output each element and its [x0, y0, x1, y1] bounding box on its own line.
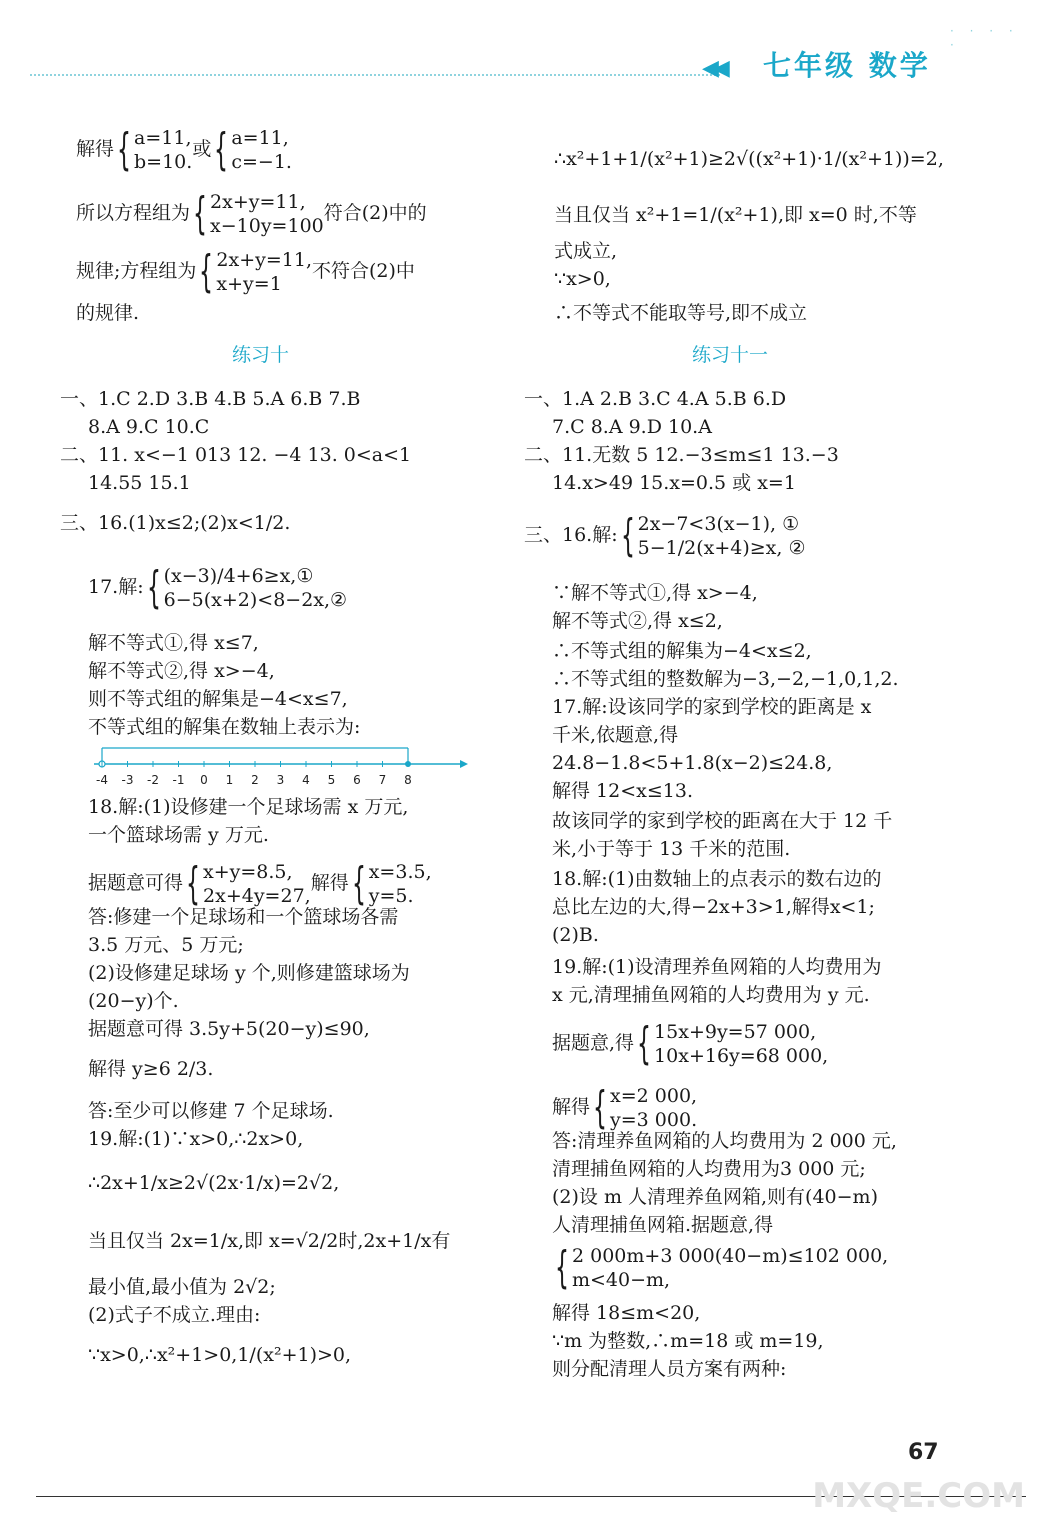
answer-line: 解得 12<x≤13.: [552, 780, 693, 802]
answer-line: 7.C 8.A 9.D 10.A: [552, 416, 712, 438]
answer-line: 8.A 9.C 10.C: [88, 416, 210, 438]
answer-line: 18.解:(1)设修建一个足球场需 x 万元,: [88, 796, 409, 818]
answer-line: 最小值,最小值为 2√2;: [88, 1276, 276, 1298]
answer-line: 解得 18≤m<20,: [552, 1302, 701, 1324]
answer-line: (20−y)个.: [88, 990, 179, 1012]
answer-line: 解不等式①,得 x≤7,: [88, 632, 259, 654]
answer-line: ∵x>0,∴x²+1>0,1/(x²+1)>0,: [88, 1344, 352, 1366]
answer-line: 二、11. x<−1 013 12. −4 13. 0<a<1: [60, 444, 412, 466]
answer-line: 人清理捕鱼网箱.据题意,得: [552, 1214, 774, 1236]
answer-line: 千米,依题意,得: [552, 724, 679, 746]
answer-line: 一、1.A 2.B 3.C 4.A 5.B 6.D: [524, 388, 787, 410]
answer-line: 一、1.C 2.D 3.B 4.B 5.A 6.B 7.B: [60, 388, 361, 410]
answer-line: 19.解:(1)设清理养鱼网箱的人均费用为: [552, 956, 882, 978]
answer-line: 据题意,得{ 15x+9y=57 000, 10x+16y=68 000,: [552, 1018, 829, 1069]
answer-line: 答:清理养鱼网箱的人均费用为 2 000 元,: [552, 1130, 897, 1152]
answer-line: 解得{ a=11, b=10.或{ a=11, c=−1.: [76, 124, 292, 175]
answer-line: ∴不等式组的解集为−4<x≤2,: [552, 640, 812, 662]
answer-line: 14.x>49 15.x=0.5 或 x=1: [552, 472, 796, 494]
answer-line: 清理捕鱼网箱的人均费用为3 000 元;: [552, 1158, 866, 1180]
tick-label: 6: [353, 773, 361, 787]
answer-line: 据题意可得{ x+y=8.5, 2x+4y=27,解得{ x=3.5, y=5.: [88, 858, 432, 909]
answer-line: 当且仅当 2x=1/x,即 x=√2/2时,2x+1/x有: [88, 1230, 451, 1252]
answer-line: ∵m 为整数,∴m=18 或 m=19,: [552, 1330, 824, 1352]
decorative-dots-icon: · · · · ·: [950, 24, 1019, 52]
tick-label: -2: [147, 773, 159, 787]
tick-label: 3: [276, 773, 285, 787]
answer-line: 14.55 15.1: [88, 472, 191, 494]
answer-line: 答:修建一个足球场和一个篮球场各需: [88, 906, 399, 928]
watermark-logo: MXQE.COM: [812, 1476, 1025, 1516]
answer-line: { 2 000m+3 000(40−m)≤102 000, m<40−m,: [555, 1242, 889, 1293]
answer-line: ∵解不等式①,得 x>−4,: [552, 582, 758, 604]
tick-label: -3: [121, 773, 134, 787]
answer-line: 解不等式②,得 x>−4,: [88, 660, 275, 682]
subject-label: 数学: [868, 49, 931, 82]
tick-label: 2: [251, 773, 259, 787]
answer-line: 规律;方程组为{ 2x+y=11, x+y=1不符合(2)中: [76, 246, 415, 297]
header-dotted-rule: [30, 74, 720, 76]
tick-label: -4: [96, 773, 108, 787]
answer-line: 解得{ x=2 000, y=3 000.: [552, 1082, 698, 1133]
tick-label: 7: [378, 773, 387, 787]
answer-line: 三、16.解:{ 2x−7<3(x−1), ① 5−1/2(x+4)≥x, ②: [524, 510, 806, 561]
answer-line: (2)设修建足球场 y 个,则修建篮球场为: [88, 962, 410, 984]
answer-line: ∴不等式不能取等号,即不成立: [554, 302, 808, 324]
answer-line: 所以方程组为{ 2x+y=11, x−10y=100符合(2)中的: [76, 188, 427, 239]
answer-line: 18.解:(1)由数轴上的点表示的数右边的: [552, 868, 882, 890]
tick-label: -1: [172, 773, 185, 787]
answer-line: 一个篮球场需 y 万元.: [88, 824, 269, 846]
answer-line: ∴x²+1+1/(x²+1)≥2√((x²+1)·1/(x²+1))=2,: [554, 148, 944, 170]
page-number: 67: [908, 1440, 939, 1465]
tick-label: 5: [327, 773, 336, 787]
section-title-exercise-11: 练习十一: [692, 344, 769, 366]
answer-line: ∴不等式组的整数解为−3,−2,−1,0,1,2.: [552, 668, 899, 690]
answer-line: 19.解:(1)∵x>0,∴2x>0,: [88, 1128, 304, 1150]
answer-line: 故该同学的家到学校的距离在大于 12 千: [552, 810, 893, 832]
answer-line: ∵x>0,: [554, 268, 611, 290]
answer-line: 的规律.: [76, 302, 140, 324]
answer-line: 则不等式组的解集是−4<x≤7,: [88, 688, 348, 710]
answer-line: 则分配清理人员方案有两种:: [552, 1358, 787, 1380]
answer-line: 据题意可得 3.5y+5(20−y)≤90,: [88, 1018, 370, 1040]
answer-line: 不等式组的解集在数轴上表示为:: [88, 716, 361, 738]
answer-line: 解得 y≥6 2/3.: [88, 1058, 214, 1080]
answer-line: 二、11.无数 5 12.−3≤m≤1 13.−3: [524, 444, 839, 466]
tick-label: 4: [302, 773, 310, 787]
answer-line: 米,小于等于 13 千米的范围.: [552, 838, 791, 860]
answer-line: (2)B.: [552, 924, 599, 946]
answer-line: 17.解:设该同学的家到学校的距离是 x: [552, 696, 872, 718]
answer-line: 三、16.(1)x≤2;(2)x<1/2.: [60, 512, 291, 534]
number-line-ticks: [96, 761, 412, 787]
answer-line: (2)式子不成立.理由:: [88, 1304, 261, 1326]
answer-line: 17.解:{ (x−3)/4+6≥x,① 6−5(x+2)<8−2x,②: [88, 562, 348, 613]
grade-label: 七年级: [763, 49, 857, 82]
tick-label: 0: [200, 773, 208, 787]
answer-line: 3.5 万元、5 万元;: [88, 934, 244, 956]
tick-label: 1: [225, 773, 234, 787]
tick-label: 8: [404, 773, 412, 787]
answer-line: 总比左边的大,得−2x+3>1,解得x<1;: [552, 896, 875, 918]
header-title: [763, 44, 931, 84]
answer-line: 24.8−1.8<5+1.8(x−2)≤24.8,: [552, 752, 833, 774]
number-line-arrow: [460, 760, 468, 768]
section-title-exercise-10: 练习十: [232, 344, 290, 366]
answer-line: 式成立,: [554, 240, 618, 262]
answer-line: 答:至少可以修建 7 个足球场.: [88, 1100, 334, 1122]
answer-line: 解不等式②,得 x≤2,: [552, 610, 723, 632]
page-header: [30, 24, 1020, 88]
answer-line: x 元,清理捕鱼网箱的人均费用为 y 元.: [552, 984, 870, 1006]
number-line: [88, 738, 468, 794]
answer-line: ∴2x+1/x≥2√(2x·1/x)=2√2,: [88, 1172, 340, 1194]
answer-line: 当且仅当 x²+1=1/(x²+1),即 x=0 时,不等: [554, 204, 917, 226]
double-arrow-icon: ◀◀: [702, 56, 724, 81]
answer-line: (2)设 m 人清理养鱼网箱,则有(40−m): [552, 1186, 878, 1208]
